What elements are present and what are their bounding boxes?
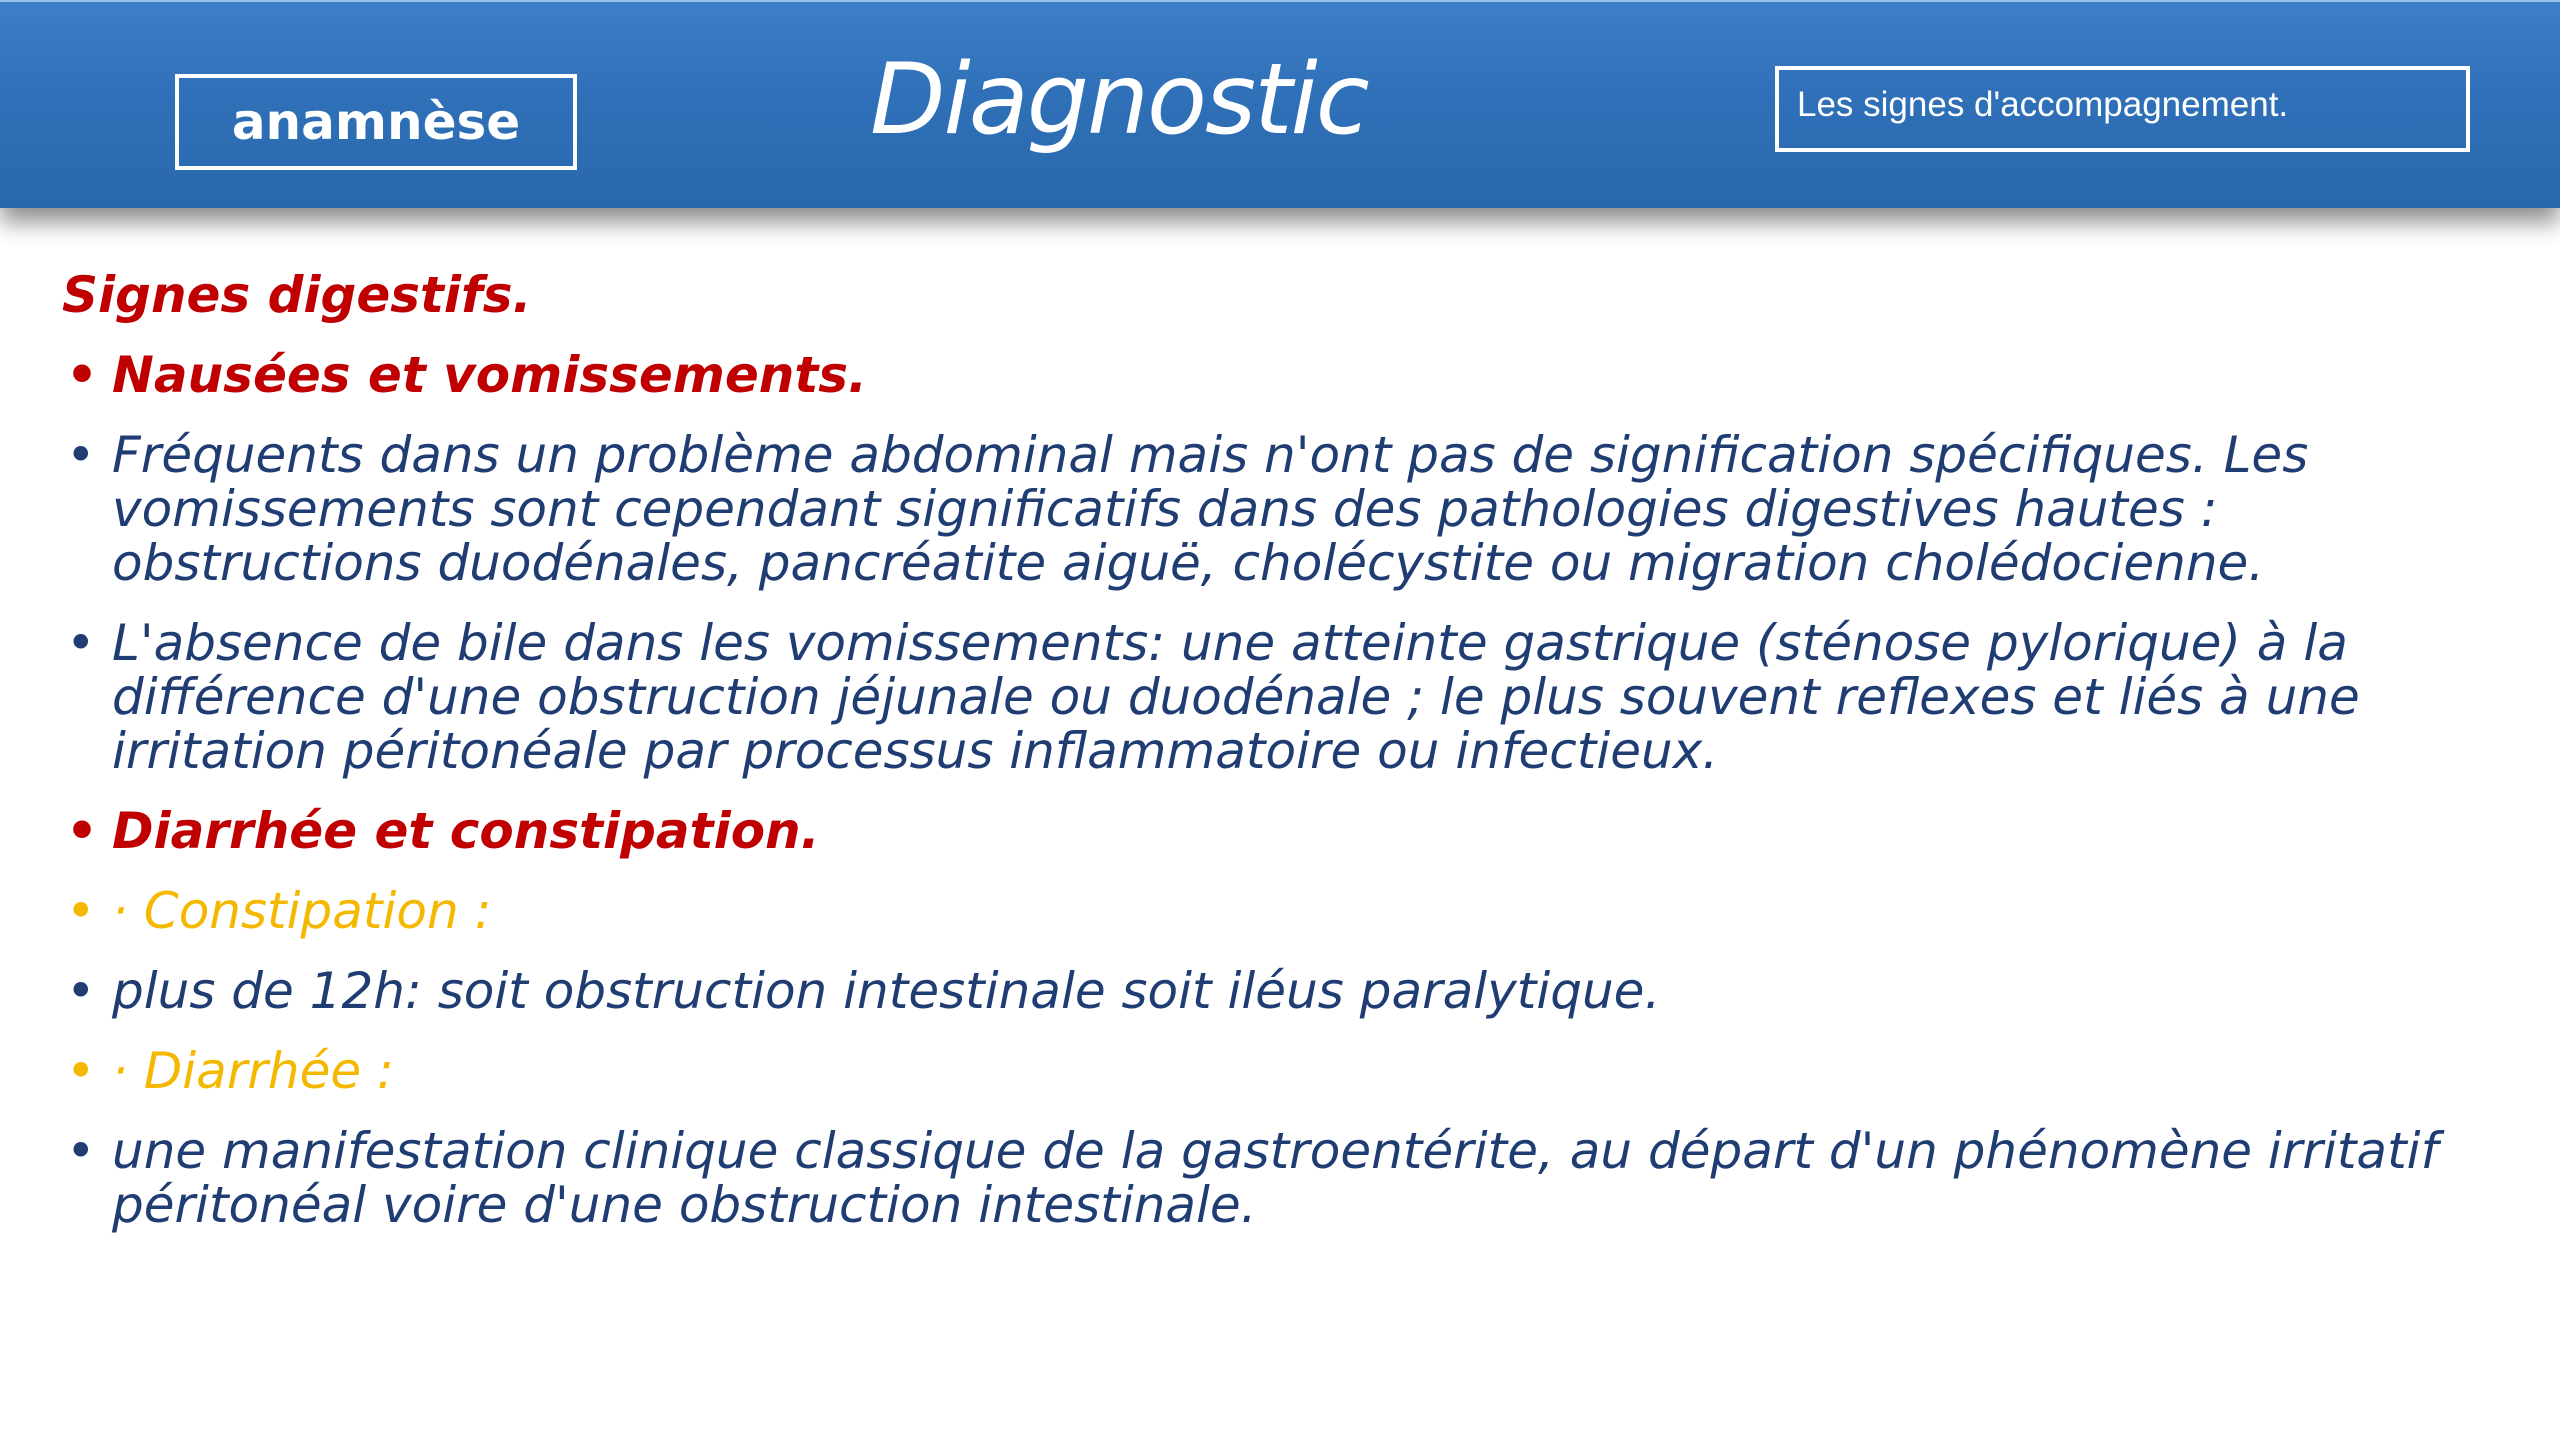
bullet-icon: • — [66, 802, 98, 860]
list-item-text: L'absence de bile dans les vomissements: une atteinte gastrique (sténose pylorique) à la différence d'une obstruction jéjunale ou duodénale ; le plus souvent reflexes et liés à une irritation péritonéale par processus inflammatoire ou infectieux. — [112, 614, 2360, 780]
slide-content — [62, 268, 2502, 1258]
header-banner — [0, 0, 2560, 208]
list-item-text: Fréquents dans un problème abdominal mais n'ont pas de signification spécifiques. Les vomissements sont cependant significatifs dans des pathologies digestives hautes : obstructions duodénales, pancréatite aiguë, cholécystite ou migration cholédocienne. — [112, 426, 2309, 592]
bullet-icon: • — [66, 346, 98, 404]
accompanying-signs-box: Les signes d'accompagnement. — [1775, 66, 2470, 152]
list-item — [62, 804, 2502, 858]
list-item-text: une manifestation clinique classique de la gastroentérite, au départ d'un phénomène irritatif péritonéal voire d'une obstruction intestinale. — [112, 1122, 2439, 1234]
list-item-text: Nausées et vomissements. — [112, 346, 868, 404]
list-item-text: · Constipation : — [112, 882, 492, 940]
bullet-icon: • — [66, 426, 96, 484]
bullet-icon: • — [66, 614, 96, 672]
list-item — [62, 964, 2502, 1018]
list-item-text: · Diarrhée : — [112, 1042, 394, 1100]
section-heading: Signes digestifs. — [62, 266, 532, 324]
bullet-icon: • — [66, 882, 96, 940]
bullet-icon: • — [66, 1122, 96, 1180]
list-item — [62, 884, 2502, 938]
list-item — [62, 616, 2502, 778]
list-item — [62, 1044, 2502, 1098]
bullet-icon: • — [66, 1042, 96, 1100]
bullet-icon: • — [66, 962, 96, 1020]
slide-title: Diagnostic — [870, 43, 1368, 157]
list-item-text: Diarrhée et constipation. — [112, 802, 820, 860]
list-item — [62, 348, 2502, 402]
list-item-text: plus de 12h: soit obstruction intestinale soit iléus paralytique. — [112, 962, 1661, 1020]
list-item — [62, 428, 2502, 590]
anamnese-box: anamnèse — [175, 74, 577, 170]
list-item — [62, 1124, 2502, 1232]
